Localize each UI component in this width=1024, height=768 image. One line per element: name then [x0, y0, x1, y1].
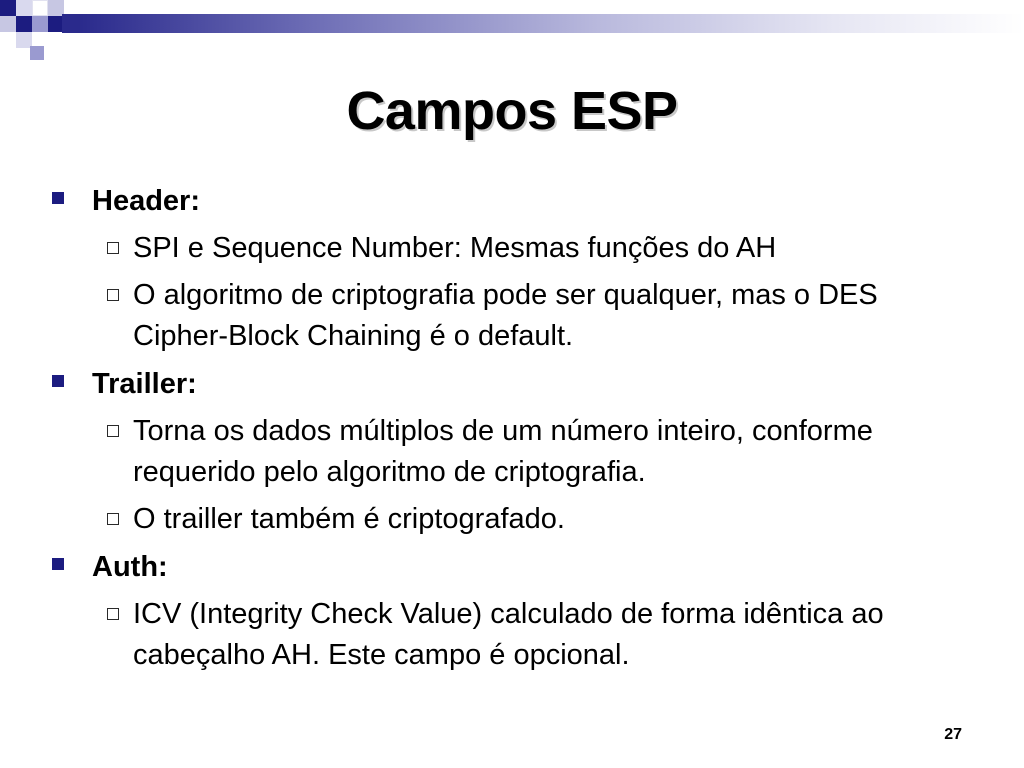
- list-item: [107, 499, 992, 540]
- square-bullet-icon: [52, 558, 64, 570]
- list-item: [107, 594, 992, 676]
- hollow-square-bullet-icon: [107, 425, 119, 437]
- list-item: [107, 411, 992, 493]
- decorative-square: [32, 16, 48, 32]
- decorative-square: [30, 46, 44, 60]
- decorative-square: [0, 16, 16, 32]
- hollow-square-bullet-icon: [107, 242, 119, 254]
- section-header: [52, 180, 992, 222]
- decorative-square: [16, 0, 32, 16]
- square-bullet-icon: [52, 375, 64, 387]
- section-auth: [52, 546, 992, 588]
- slide-title: Campos ESP: [346, 81, 678, 141]
- hollow-square-bullet-icon: [107, 289, 119, 301]
- list-item-text: O trailler também é criptografado.: [133, 503, 565, 535]
- list-item-text: Torna os dados múltiplos de um número inteiro, conforme requerido pelo algoritmo de criptografia.: [133, 415, 873, 488]
- list-item: [107, 228, 992, 269]
- decorative-square: [32, 0, 48, 16]
- square-bullet-icon: [52, 192, 64, 204]
- decorative-square: [0, 0, 16, 16]
- decorative-square: [62, 14, 78, 33]
- section-heading: Auth:: [92, 551, 168, 583]
- slide-content: [52, 180, 992, 682]
- section-trailler: [52, 363, 992, 405]
- hollow-square-bullet-icon: [107, 513, 119, 525]
- list-item-text: SPI e Sequence Number: Mesmas funções do AH: [133, 232, 777, 264]
- decorative-square: [16, 16, 32, 32]
- hollow-square-bullet-icon: [107, 608, 119, 620]
- section-heading: Header:: [92, 185, 200, 217]
- page-number: 27: [944, 726, 962, 743]
- header-gradient-bar: [78, 14, 1024, 33]
- list-item: [107, 275, 992, 357]
- section-heading: Trailler:: [92, 368, 197, 400]
- list-item-text: O algoritmo de criptografia pode ser qualquer, mas o DES Cipher-Block Chaining é o default.: [133, 279, 878, 352]
- list-item-text: ICV (Integrity Check Value) calculado de forma idêntica ao cabeçalho AH. Este campo é opcional.: [133, 598, 884, 671]
